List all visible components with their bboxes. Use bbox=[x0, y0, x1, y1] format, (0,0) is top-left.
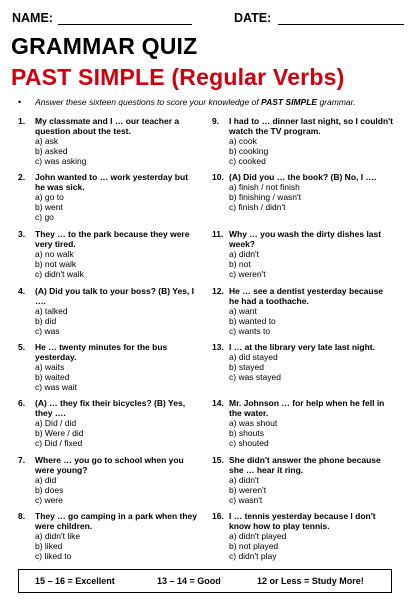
question-stem: Why … you wash the dirty dishes last week? bbox=[229, 229, 382, 249]
option-b[interactable]: b) wanted to bbox=[229, 316, 276, 326]
option-a[interactable]: a) Did / did bbox=[35, 418, 77, 428]
option-b[interactable]: b) not walk bbox=[35, 259, 77, 269]
page-subtitle: PAST SIMPLE (Regular Verbs) bbox=[11, 64, 345, 90]
question-stem: They … go camping in a park when they were children. bbox=[35, 511, 198, 531]
option-b[interactable]: b) not played bbox=[229, 541, 279, 551]
question-number: 10. bbox=[212, 172, 224, 182]
question-14 bbox=[212, 398, 394, 448]
option-c[interactable]: c) go bbox=[35, 212, 54, 222]
option-c[interactable]: c) was wait bbox=[35, 382, 78, 392]
instruction-text: Answer these sixteen questions to score your knowledge of bbox=[35, 97, 259, 107]
question-number: 5. bbox=[18, 342, 26, 352]
instruction-emphasis: PAST SIMPLE bbox=[261, 97, 318, 107]
score-study-more: 12 or Less = Study More! bbox=[257, 576, 364, 586]
option-a[interactable]: a) talked bbox=[35, 306, 68, 316]
score-good: 13 – 14 = Good bbox=[157, 576, 221, 586]
question-6 bbox=[18, 398, 200, 448]
option-c[interactable]: c) were bbox=[35, 495, 63, 505]
option-a[interactable]: a) didn't bbox=[229, 249, 259, 259]
option-c[interactable]: c) liked to bbox=[35, 551, 72, 561]
question-stem: He … twenty minutes for the bus yesterday. bbox=[35, 342, 168, 362]
option-c[interactable]: c) didn't play bbox=[229, 551, 277, 561]
date-label: DATE: bbox=[234, 11, 272, 25]
question-11 bbox=[212, 229, 394, 279]
question-stem: (A) … they fix their bicycles? (B) Yes, they …. bbox=[35, 398, 186, 418]
question-stem: Where … you go to school when you were young? bbox=[35, 455, 184, 475]
question-2 bbox=[18, 172, 200, 222]
option-a[interactable]: a) was shout bbox=[229, 418, 278, 428]
question-number: 4. bbox=[18, 286, 26, 296]
option-c[interactable]: c) weren't bbox=[229, 269, 266, 279]
question-number: 9. bbox=[212, 116, 220, 126]
option-a[interactable]: a) didn't like bbox=[35, 531, 81, 541]
option-b[interactable]: b) went bbox=[35, 202, 63, 212]
question-5 bbox=[18, 342, 200, 392]
question-number: 15. bbox=[212, 455, 224, 465]
option-b[interactable]: b) cooking bbox=[229, 146, 269, 156]
option-c[interactable]: c) was asking bbox=[35, 156, 87, 166]
header bbox=[12, 11, 404, 27]
score-excellent: 15 – 16 = Excellent bbox=[35, 576, 115, 586]
question-stem: Mr. Johnson … for help when he fell in the water. bbox=[229, 398, 385, 418]
question-stem: I … at the library very late last night. bbox=[229, 342, 375, 352]
page-title: GRAMMAR QUIZ bbox=[11, 33, 198, 59]
question-stem: (A) Did you talk to your boss? (B) Yes, I …. bbox=[35, 286, 195, 306]
question-16 bbox=[212, 511, 394, 561]
question-15 bbox=[212, 455, 394, 505]
question-stem: He … see a dentist yesterday because he had a toothache. bbox=[229, 286, 384, 306]
option-c[interactable]: c) didn't walk bbox=[35, 269, 84, 279]
option-c[interactable]: c) cooked bbox=[229, 156, 266, 166]
option-b[interactable]: b) stayed bbox=[229, 362, 264, 372]
question-number: 11. bbox=[212, 229, 224, 239]
question-4 bbox=[18, 286, 200, 336]
option-b[interactable]: b) did bbox=[35, 316, 57, 326]
instruction-suffix: grammar. bbox=[319, 97, 356, 107]
question-number: 6. bbox=[18, 398, 26, 408]
option-a[interactable]: a) waits bbox=[35, 362, 65, 372]
question-7 bbox=[18, 455, 200, 505]
question-number: 3. bbox=[18, 229, 26, 239]
option-a[interactable]: a) cook bbox=[229, 136, 257, 146]
question-stem: She didn't answer the phone because she … hear it ring. bbox=[229, 455, 381, 475]
option-c[interactable]: c) Did / fixed bbox=[35, 438, 83, 448]
question-stem: They … to the park because they were very tired. bbox=[35, 229, 190, 249]
option-b[interactable]: b) shouts bbox=[229, 428, 264, 438]
option-c[interactable]: c) finish / didn't bbox=[229, 202, 286, 212]
option-b[interactable]: b) Were / did bbox=[35, 428, 84, 438]
question-12 bbox=[212, 286, 394, 336]
question-stem: My classmate and I … our teacher a question about the test. bbox=[35, 116, 180, 136]
question-number: 12. bbox=[212, 286, 224, 296]
question-number: 7. bbox=[18, 455, 26, 465]
option-c[interactable]: c) was bbox=[35, 326, 60, 336]
option-a[interactable]: a) ask bbox=[35, 136, 59, 146]
question-1 bbox=[18, 116, 200, 166]
option-a[interactable]: a) did bbox=[35, 475, 57, 485]
question-13 bbox=[212, 342, 394, 382]
question-3 bbox=[18, 229, 200, 279]
question-9 bbox=[212, 116, 394, 166]
option-a[interactable]: a) want bbox=[229, 306, 257, 316]
date-field-line[interactable] bbox=[278, 24, 404, 25]
option-b[interactable]: b) asked bbox=[35, 146, 68, 156]
question-number: 16. bbox=[212, 511, 224, 521]
option-c[interactable]: c) wasn't bbox=[229, 495, 263, 505]
question-stem: I … tennis yesterday because I don't know how to play tennis. bbox=[229, 511, 376, 531]
option-a[interactable]: a) did stayed bbox=[229, 352, 278, 362]
option-b[interactable]: b) not bbox=[229, 259, 251, 269]
question-number: 8. bbox=[18, 511, 26, 521]
question-stem: John wanted to … work yesterday but he was sick. bbox=[35, 172, 189, 192]
option-b[interactable]: b) liked bbox=[35, 541, 63, 551]
option-a[interactable]: a) no walk bbox=[35, 249, 74, 259]
instructions bbox=[18, 97, 356, 107]
question-number: 1. bbox=[18, 116, 26, 126]
question-8 bbox=[18, 511, 200, 561]
option-b[interactable]: b) does bbox=[35, 485, 64, 495]
option-b[interactable]: b) finishing / wasn't bbox=[229, 192, 302, 202]
bullet-icon: • bbox=[18, 97, 22, 107]
score-key-box bbox=[18, 569, 392, 593]
option-b[interactable]: b) waited bbox=[35, 372, 70, 382]
option-a[interactable]: a) didn't played bbox=[229, 531, 287, 541]
question-stem: (A) Did you … the book? (B) No, I …. bbox=[229, 172, 377, 182]
question-number: 2. bbox=[18, 172, 26, 182]
option-a[interactable]: a) go to bbox=[35, 192, 64, 202]
name-label: NAME: bbox=[12, 11, 53, 25]
option-a[interactable]: a) finish / not finish bbox=[229, 182, 300, 192]
question-10 bbox=[212, 172, 394, 212]
option-c[interactable]: c) wants to bbox=[229, 326, 271, 336]
question-number: 14. bbox=[212, 398, 224, 408]
option-b[interactable]: b) weren't bbox=[229, 485, 267, 495]
option-c[interactable]: c) was stayed bbox=[229, 372, 281, 382]
question-stem: I had to … dinner last night, so I couldn't watch the TV program. bbox=[229, 116, 393, 136]
option-c[interactable]: c) shouted bbox=[229, 438, 269, 448]
option-a[interactable]: a) didn't bbox=[229, 475, 259, 485]
name-field-line[interactable] bbox=[58, 24, 192, 25]
question-number: 13. bbox=[212, 342, 224, 352]
